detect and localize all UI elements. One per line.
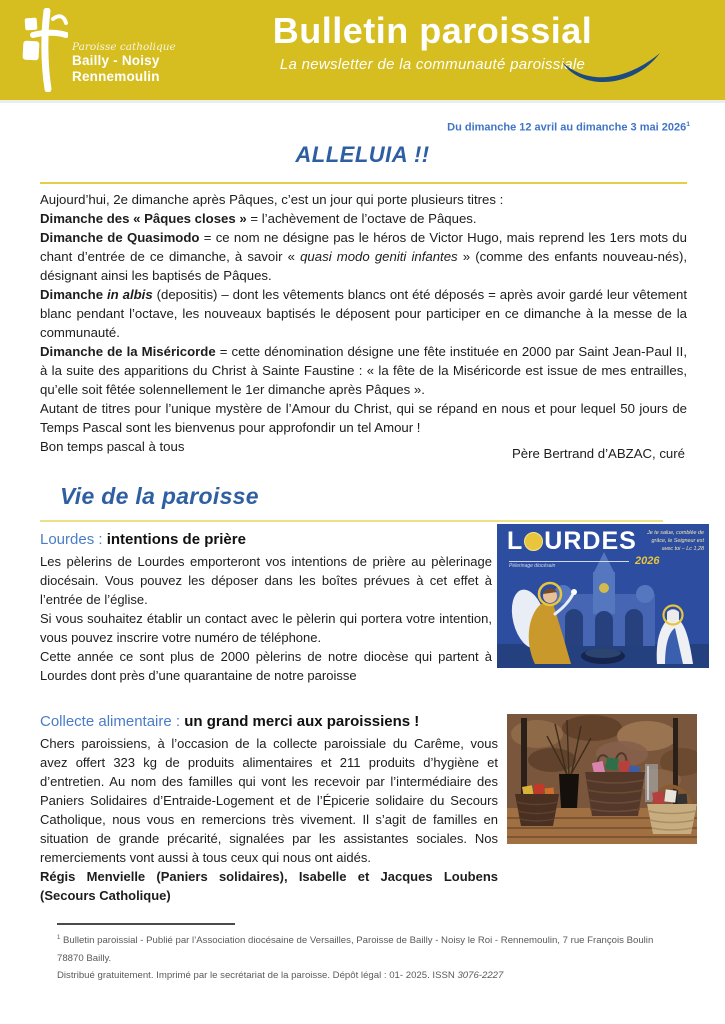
poster-quote: Je te salue, comblée de grâce, le Seigneur est avec toi – Lc 1,28: [647, 530, 704, 552]
lourdes-label: Lourdes :: [40, 531, 103, 548]
swoosh-icon: [559, 49, 663, 94]
collecte-title: un grand merci aux paroissiens !: [184, 713, 420, 730]
lourdes-poster-title: L URDES: [507, 527, 637, 555]
date-range: Du dimanche 12 avril au dimanche 3 mai 2026$^1$: [447, 121, 690, 134]
section-title: Vie de la paroisse: [60, 483, 259, 509]
article-title: ALLELUIA !!: [295, 142, 430, 167]
collecte-heading: [40, 712, 498, 731]
article-signature: Père Bertrand d’ABZAC, curé: [512, 446, 685, 461]
lourdes-heading: [40, 530, 492, 549]
lourdes-body: Les pèlerins de Lourdes emporteront vos intentions de prière au pèlerinage diocésain. Vous pouvez les déposer dans les boîtes prévues à cet effet à l’entrée de l’église. Si vous souhaitez établir un contact avec le pèlerin qui portera votre intention, vous pouvez inscrire votre numéro de téléphone. Cette année ce sont plus de 2000 pèlerins de notre diocèse qui partent à Lourdes dont près d’une quarantaine de notre paroisse: [40, 554, 492, 683]
logo-line-town2: Rennemoulin: [72, 69, 160, 84]
lourdes-section: [40, 530, 492, 685]
poster-tagline: Pèlerinage diocésain: [509, 561, 629, 569]
poster-year: 2026: [635, 555, 660, 567]
cross-icon: [22, 8, 68, 92]
poster-date-badge-icon: [524, 532, 543, 551]
collecte-photo: [507, 714, 697, 844]
logo-line-town1: Bailly - Noisy: [72, 53, 160, 69]
collecte-label: Collecte alimentaire :: [40, 713, 181, 730]
collecte-body: Chers paroissiens, à l’occasion de la collecte paroissiale du Carême, vous avez offert 323 kg de produits alimentaires et 211 produits d’hygiène et d’entretien. Au nom des familles qui vont les recevoir par l’intermédiaire des Paniers Solidaires d’Entraide-Logement et de l’Épicerie solidaire du Secours Catholique, nous vous en remercions très vivement. Il s’agit de familles en situation de grande précarité, signalées par les assistantes sociales. Nos remerciements vont aussi à tous ceux qui nous ont aidés. Régis Menvielle (Paniers solidaires), Isabelle et Jacques Loubens (Secours Catholique): [40, 736, 498, 903]
article-body: Aujourd’hui, 2e dimanche après Pâques, c’est un jour qui porte plusieurs titres : Dimanche des « Pâques closes » = l’achèvement de l’octave de Pâques. Dimanche de Quasimodo = ce nom ne désigne pas le héros de Victor Hugo, mais reprend les 1ers mots du chant d’entrée de ce dimanche, à savoir « quasi modo geniti infantes » (comme des enfants nouveau-nés), désignant ainsi les baptisés de Pâques. Dimanche in albis (depositis) – dont les vêtements blancs ont été déposés = après avoir gardé leur vêtement blanc pendant l’octave, les nouveaux baptisés le déposent pour participer en ce dimanche à la messe de la communauté. Dimanche de la Miséricorde = cette dénomination désigne une fête instituée en 2000 par Saint Jean-Paul II, à la suite des apparitions du Christ à Sainte Faustine : « la fête de la Miséricorde est issue de mes entrailles, qu’elle soit fêtée solennellement le 1er dimanche après Pâques ». Autant de titres pour l’unique mystère de l’Amour du Christ, qui se répand en nous et pour lequel 50 jours de Temps Pascal sont les bienvenus pour approfondir un tel Amour ! Bon temps pascal à tous: [40, 192, 687, 454]
parish-logo: [22, 8, 176, 92]
footnote: $^1$ Bulletin paroissial - Publié par l’Association diocésaine de Versailles, Paroisse de Bailly - Noisy le Roi - Rennemoulin, 7 rue François Boulin 78870 Bailly. Distribué gratuitement. Imprimé par le secrétariat de la paroisse. Dépôt légal : 01- 2025. ISSN 3076-2227: [57, 935, 654, 982]
gold-divider: [40, 182, 687, 184]
newsletter-title: Bulletin paroissial: [272, 10, 593, 51]
lourdes-poster-image: [497, 524, 709, 668]
collecte-photo-art: [507, 714, 697, 844]
section-divider: [40, 520, 663, 522]
parish-logo-text: [72, 41, 176, 85]
masthead: [0, 0, 725, 100]
collecte-section: [40, 712, 498, 905]
lourdes-title: intentions de prière: [106, 531, 246, 548]
newsletter-subtitle: La newsletter de la communauté paroissiale: [279, 56, 586, 73]
footnote-divider: [57, 923, 235, 925]
logo-line-script: Paroisse catholique: [72, 41, 176, 54]
